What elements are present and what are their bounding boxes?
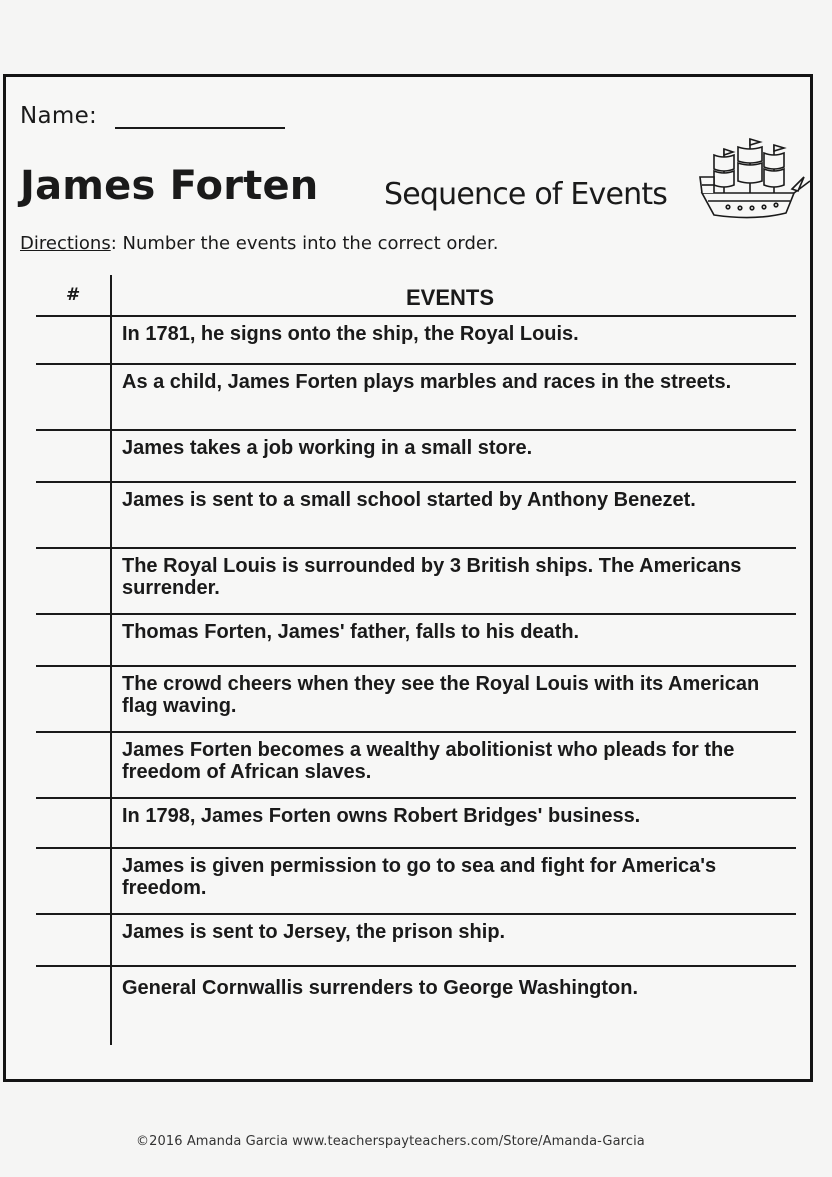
event-text: General Cornwallis surrenders to George Washington. xyxy=(122,977,639,999)
table-row xyxy=(36,965,796,1045)
event-text: In 1798, James Forten owns Robert Bridges' business. xyxy=(122,805,641,827)
name-label: Name: xyxy=(20,103,98,129)
order-number-cell[interactable] xyxy=(36,915,110,965)
event-text: Thomas Forten, James' father, falls to his death. xyxy=(122,621,580,643)
table-row xyxy=(36,363,796,429)
worksheet xyxy=(3,74,813,1149)
footer-credit: ©2016 Amanda Garcia www.teacherspayteachers.com/Store/Amanda-Garcia xyxy=(136,1134,645,1149)
order-number-cell[interactable] xyxy=(36,667,110,731)
event-text: In 1781, he signs onto the ship, the Royal Louis. xyxy=(122,323,579,345)
event-text: James takes a job working in a small store. xyxy=(122,437,533,459)
order-number-cell[interactable] xyxy=(36,365,110,429)
order-number-cell[interactable] xyxy=(36,317,110,363)
table-row xyxy=(36,315,796,363)
table-row xyxy=(36,797,796,847)
name-row xyxy=(20,103,285,129)
order-number-cell[interactable] xyxy=(36,733,110,797)
table-row xyxy=(36,913,796,965)
event-text: As a child, James Forten plays marbles and races in the streets. xyxy=(122,371,732,393)
event-text: James is sent to Jersey, the prison ship. xyxy=(122,921,506,943)
directions-text: : Number the events into the correct order. xyxy=(110,233,499,254)
event-text: The Royal Louis is surrounded by 3 British ships. The Americans surrender. xyxy=(122,555,742,599)
events-table xyxy=(36,275,796,1045)
table-row xyxy=(36,731,796,797)
page-title: James Forten xyxy=(20,163,319,209)
name-field[interactable] xyxy=(115,107,285,129)
order-number-cell[interactable] xyxy=(36,615,110,665)
event-text: James is sent to a small school started by Anthony Benezet. xyxy=(122,489,696,511)
table-row xyxy=(36,547,796,613)
order-number-cell[interactable] xyxy=(36,849,110,913)
directions xyxy=(20,233,498,254)
events-column-header: EVENTS xyxy=(406,285,495,310)
event-text: James is given permission to go to sea and fight for America's freedom. xyxy=(122,855,717,899)
order-number-cell[interactable] xyxy=(36,799,110,847)
number-column-header: # xyxy=(66,285,81,305)
sailing-ship-icon xyxy=(694,133,812,229)
order-number-cell[interactable] xyxy=(36,431,110,481)
page-subtitle: Sequence of Events xyxy=(384,177,668,212)
table-row xyxy=(36,665,796,731)
event-text: The crowd cheers when they see the Royal Louis with its American flag waving. xyxy=(122,673,760,717)
table-row xyxy=(36,847,796,913)
order-number-cell[interactable] xyxy=(36,549,110,613)
order-number-cell[interactable] xyxy=(36,967,110,1045)
order-number-cell[interactable] xyxy=(36,483,110,547)
table-row xyxy=(36,613,796,665)
table-row xyxy=(36,481,796,547)
directions-label: Directions xyxy=(20,233,111,254)
event-text: James Forten becomes a wealthy abolitionist who pleads for the freedom of African slaves. xyxy=(122,739,735,783)
table-row xyxy=(36,429,796,481)
